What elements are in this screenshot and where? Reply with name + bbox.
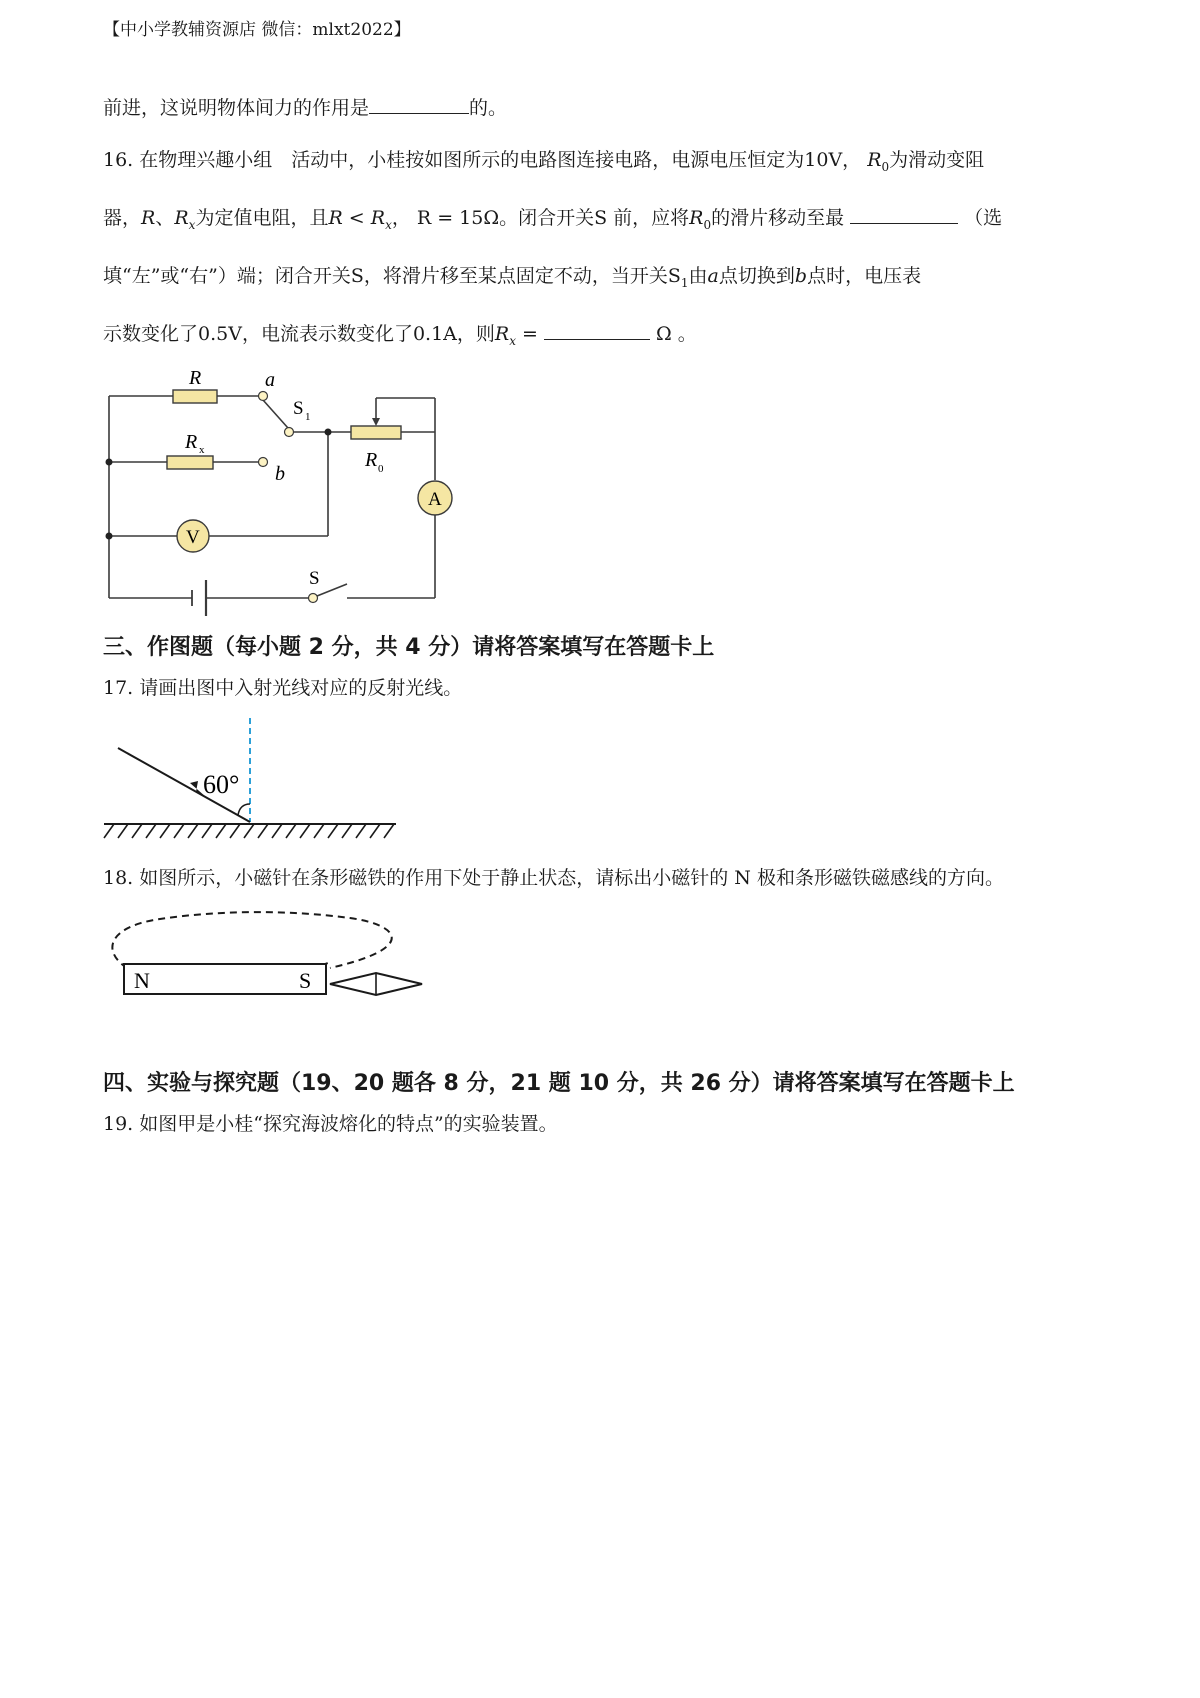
pole-n-label: N — [134, 968, 150, 993]
label-ammeter: A — [428, 489, 442, 510]
reflection-diagram — [100, 712, 400, 847]
resistor-r — [173, 390, 217, 403]
label-rx: R — [185, 431, 198, 453]
magnet-diagram — [100, 910, 430, 1002]
label-s1: S — [293, 398, 304, 419]
svg-text:x: x — [199, 444, 205, 456]
label-s: S — [309, 568, 320, 589]
label-b: b — [275, 463, 285, 485]
q15-tail — [103, 96, 507, 120]
svg-text:1: 1 — [305, 411, 311, 423]
field-line — [112, 912, 391, 968]
angle-label: 60° — [203, 770, 240, 799]
q17-text: 17. 请画出图中入射光线对应的反射光线。 — [103, 677, 463, 699]
bar-magnet — [124, 964, 326, 994]
rheostat-r0 — [351, 426, 401, 439]
mirror-hatching — [104, 824, 394, 838]
label-a: a — [265, 369, 275, 391]
q16-blank-direction[interactable] — [850, 207, 958, 224]
svg-text:0: 0 — [378, 463, 384, 475]
section-3-title: 三、作图题（每小题 2 分，共 4 分）请将答案填写在答题卡上 — [103, 635, 715, 660]
q16-line-4: 示数变化了0.5V，电流表示数变化了0.1A，则$R_x = \Omega$ 。 — [103, 323, 697, 348]
q15-text-before: 前进，这说明物体间力的作用是 — [103, 97, 370, 119]
pole-s-label: S — [299, 968, 312, 993]
label-voltmeter: V — [186, 527, 200, 548]
resistor-rx — [167, 456, 213, 469]
q19-text: 19. 如图甲是小桂“探究海波熔化的特点”的实验装置。 — [103, 1113, 558, 1135]
label-r0: R — [365, 449, 378, 471]
label-r: R — [189, 367, 202, 389]
circuit-diagram — [95, 362, 475, 622]
q16-blank-rx[interactable] — [544, 323, 650, 340]
q16-line-2: 器，R、$R_x$为定值电阻，且$R < R_x$， R = 15Ω。闭合开关S 前，应将$R_0$的滑片移动至最 （选 — [103, 207, 1003, 232]
q15-text-after: 的。 — [469, 97, 508, 119]
q18-text: 18. 如图所示，小磁针在条形磁铁的作用下处于静止状态，请标出小磁针的 N 极和条形磁铁磁感线的方向。 — [103, 867, 1004, 889]
q15-answer-blank[interactable] — [369, 97, 469, 114]
section-4-title: 四、实验与探究题（19、20 题各 8 分，21 题 10 分，共 26 分）请将答案填写在答题卡上 — [103, 1071, 1015, 1096]
q16-line-1: 16. 在物理兴趣小组 活动中，小桂按如图所示的电路图连接电路，电源电压恒定为10V， $R_0$为滑动变阻 — [103, 149, 985, 174]
header-text: 【中小学教辅资源店 微信：mlxt2022】 — [103, 20, 411, 40]
q16-line-3: 填“左”或“右”）端；闭合开关S，将滑片移至某点固定不动，当开关$S_1$由a点切换到b点时，电压表 — [103, 265, 922, 290]
